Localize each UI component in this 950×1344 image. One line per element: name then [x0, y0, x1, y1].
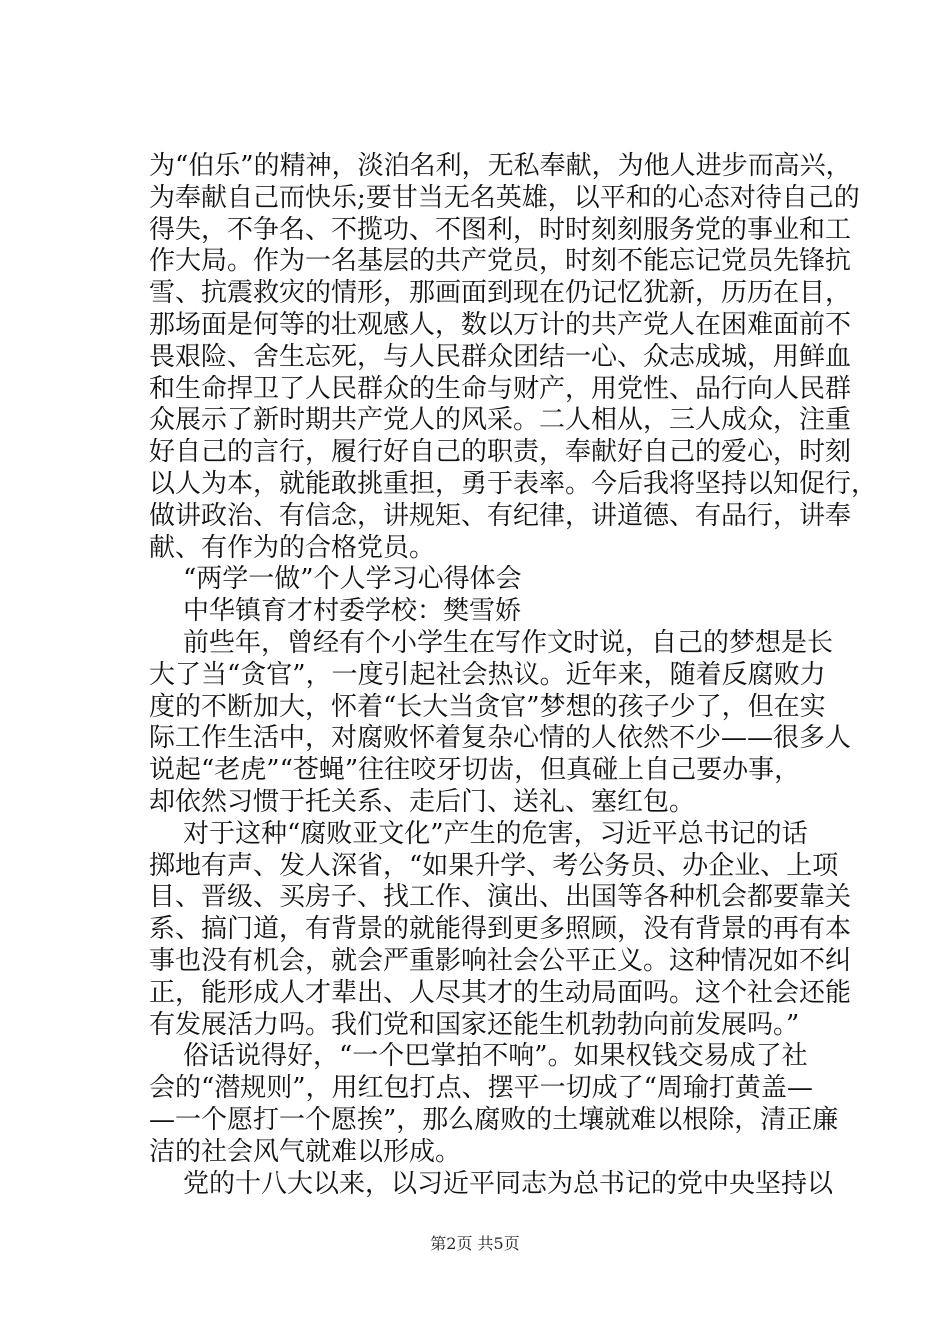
- page-number: 第2页 共5页: [430, 1234, 520, 1253]
- text-line: 说起“老虎”“苍蝇”往往咬牙切齿，但真碰上自己要办事，: [149, 755, 801, 786]
- author-line: 中华镇育才村委学校：樊雪娇: [183, 596, 522, 627]
- text-line: 众展示了新时期共产党人的风采。二人相从，三人成众，注重: [149, 405, 852, 436]
- text-line: 会的“潜规则”，用红包打点、摆平一切成了“周瑜打黄盖—: [149, 1073, 813, 1104]
- section-title: “两学一做”个人学习心得体会: [183, 564, 522, 595]
- text-line: 畏艰险、舍生忘死，与人民群众团结一心、众志成城，用鲜血: [149, 341, 852, 372]
- text-line: 以人为本，就能敢挑重担，勇于表率。今后我将坚持以知促行，: [149, 468, 878, 499]
- text-line: 为奉献自己而快乐;要甘当无名英雄，以平和的心态对待自己的: [149, 182, 860, 213]
- text-line: 正，能形成人才辈出、人尽其才的生动局面吗。这个社会还能: [149, 977, 852, 1008]
- text-line: 系、搞门道，有背景的就能得到更多照顾，没有背景的再有本: [149, 914, 852, 945]
- text-line: 做讲政治、有信念，讲规矩、有纪律，讲道德、有品行，讲奉: [149, 500, 852, 531]
- text-line: 事也没有机会，就会严重影响社会公平正义。这种情况如不纠: [149, 945, 852, 976]
- text-line: 为“伯乐”的精神，淡泊名利，无私奉献，为他人进步而高兴，: [149, 151, 852, 181]
- text-line: 得失，不争名、不揽功、不图利，时时刻刻服务党的事业和工: [149, 214, 852, 245]
- text-line: 好自己的言行，履行好自己的职责，奉献好自己的爱心，时刻: [149, 437, 852, 468]
- text-line: —一个愿打一个愿挨”，那么腐败的土壤就难以根除，清正廉: [149, 1104, 839, 1135]
- text-line: 对于这种“腐败亚文化”产生的危害，习近平总书记的话: [183, 818, 808, 849]
- text-line: 有发展活力吗。我们党和国家还能生机勃勃向前发展吗。”: [149, 1009, 800, 1040]
- text-line: 那场面是何等的壮观感人，数以万计的共产党人在困难面前不: [149, 309, 852, 340]
- text-line: 献、有作为的合格党员。: [149, 532, 436, 563]
- text-line: 前些年，曾经有个小学生在写作文时说，自己的梦想是长: [183, 627, 834, 658]
- text-line: 洁的社会风气就难以形成。: [149, 1136, 462, 1167]
- text-line: 大了当“贪官”，一度引起社会热议。近年来，随着反腐败力: [149, 659, 826, 690]
- text-line: 掷地有声、发人深省，“如果升学、考公务员、办企业、上项: [149, 850, 839, 881]
- text-line: 作大局。作为一名基层的共产党员，时刻不能忘记党员先锋抗: [149, 246, 852, 277]
- text-line: 目、晋级、买房子、找工作、演出、出国等各种机会都要靠关: [149, 882, 852, 913]
- body-text: [149, 151, 878, 1200]
- text-line: 党的十八大以来，以习近平同志为总书记的党中央坚持以: [183, 1168, 834, 1199]
- text-line: 和生命捍卫了人民群众的生命与财产，用党性、品行向人民群: [149, 373, 852, 404]
- text-line: 俗话说得好，“一个巴掌拍不响”。如果权钱交易成了社: [183, 1041, 808, 1072]
- text-line: 度的不断加大，怀着“长大当贪官”梦想的孩子少了，但在实: [149, 691, 826, 722]
- text-line: 际工作生活中，对腐败怀着复杂心情的人依然不少——很多人: [149, 723, 852, 754]
- text-line: 却依然习惯于托关系、走后门、送礼、塞红包。: [149, 786, 696, 817]
- text-line: 雪、抗震救灾的情形，那画面到现在仍记忆犹新，历历在目，: [149, 278, 852, 309]
